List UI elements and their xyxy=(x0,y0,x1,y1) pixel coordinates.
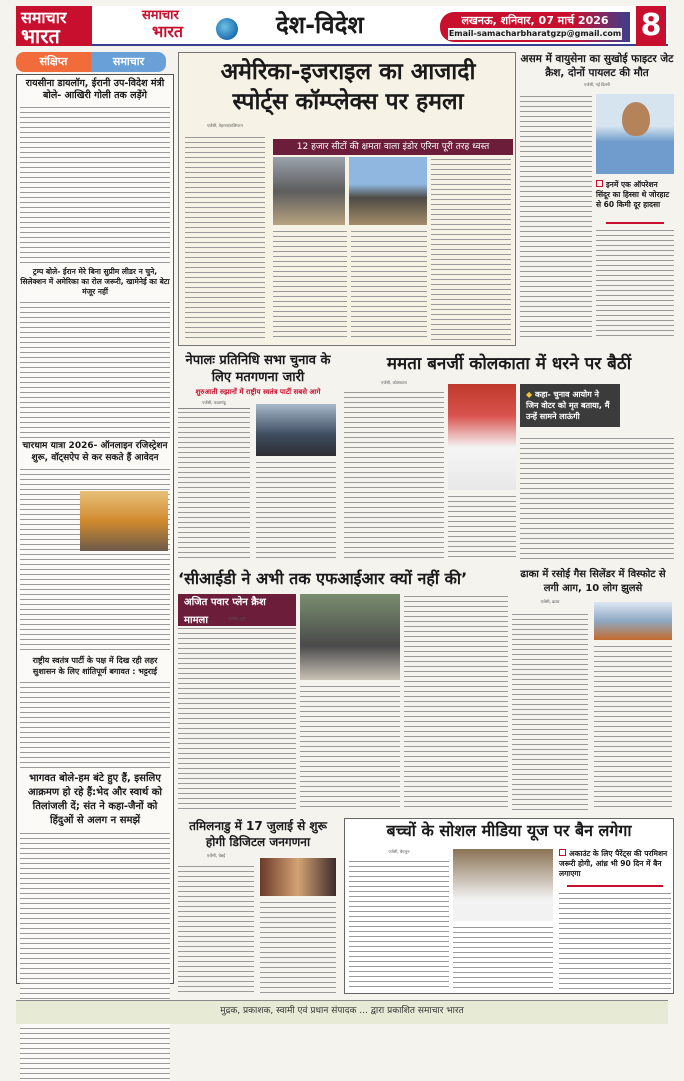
brief-body xyxy=(20,680,170,770)
mamata-quote-box: ◆ कहा- चुनाव आयोग ने जिन वोटर को मृत बताया, मैं उन्हें सामने लाऊंगी xyxy=(520,384,620,427)
brief-news-tab xyxy=(16,52,166,72)
tamilnadu-story[interactable] xyxy=(178,818,338,994)
email-link[interactable]: Email-samacharbharatgzp@gmail.com xyxy=(448,29,622,38)
mamata-story[interactable] xyxy=(344,352,674,562)
social-headline[interactable]: बच्चों के सोशल मीडिया यूज पर बैन लगेगा xyxy=(386,821,632,840)
tamilnadu-body xyxy=(178,864,254,994)
nepal-headline[interactable]: नेपालः प्रतिनिधि सभा चुनाव के लिए मतगणना जारी xyxy=(185,353,331,385)
smoke-photo xyxy=(273,157,345,225)
cid-headline[interactable]: ‘सीआईडी ने अभी तक एफआईआर क्यों नहीं की’ xyxy=(178,569,468,588)
imprint-text: मुद्रक, प्रकाशक, स्वामी एवं प्रधान संपादक ... द्वारा प्रकाशित समाचार भारत xyxy=(220,1006,464,1016)
assam-caption: इनमें एक ऑपरेशन सिंदूर का हिस्सा थे जोरहाट से 60 किमी दूर हादसा xyxy=(596,180,674,210)
brief-news-column xyxy=(16,74,174,984)
brief-body xyxy=(20,467,170,653)
brief-body xyxy=(20,831,170,1081)
tamilnadu-byline: एजेंसी, चेन्नई xyxy=(206,853,226,858)
dhaka-story[interactable] xyxy=(512,568,674,812)
social-body-col2 xyxy=(453,925,553,991)
assam-body-col2 xyxy=(596,228,674,338)
nepal-byline: एजेंसी, काठमांडू xyxy=(202,400,226,405)
masthead xyxy=(16,6,668,46)
brief-story[interactable] xyxy=(20,655,170,770)
brief-tab-right: समाचार xyxy=(91,52,166,72)
mamata-headline[interactable]: ममता बनर्जी कोलकाता में धरने पर बैठीं xyxy=(386,354,632,374)
nepal-body-col2 xyxy=(256,460,336,560)
social-byline: एजेंसी, बेंगलुरु xyxy=(388,849,410,854)
brief-story[interactable] xyxy=(20,440,170,653)
brief-story[interactable] xyxy=(20,78,170,265)
nepal-subhead: शुरुआती रुझानों में राष्ट्रीय स्वतंत्र पार्टी सबसे आगे xyxy=(195,388,321,396)
assam-body xyxy=(520,94,592,338)
census-photo xyxy=(260,858,336,896)
lead-subhead-banner: 12 हजार सीटों की क्षमता वाला इंडोर एरिना पूरी तरह ध्वस्त xyxy=(273,139,513,155)
mamata-body-col2 xyxy=(520,436,674,560)
brief-body xyxy=(20,105,170,265)
cid-story[interactable] xyxy=(178,568,508,812)
brief-headline[interactable]: चारधाम यात्रा 2026- ऑनलाइन रजिस्ट्रेशन शुरू, वॉट्सऐप से कर सकते हैं आवेदन xyxy=(22,441,168,463)
brief-headline[interactable]: राष्ट्रीय स्वतंत्र पार्टी के पक्ष में दिख रही लहर सुशासन के लिए शांतिपूर्ण बगावत : भट्टराई xyxy=(32,656,158,676)
cid-body-col3 xyxy=(404,594,508,810)
cid-body-col2 xyxy=(300,684,400,810)
lead-body-col3 xyxy=(351,229,427,341)
brief-tab-left: संक्षिप्त xyxy=(16,52,91,72)
footer-imprint xyxy=(16,1000,668,1024)
mamata-body xyxy=(344,390,444,560)
lead-headline-line1: अमेरिका-इजराइल का आजादी xyxy=(220,59,476,85)
secondary-logo-bottom: भारत xyxy=(152,22,184,41)
brief-body xyxy=(20,300,170,438)
social-body xyxy=(349,859,449,991)
cm-photo xyxy=(453,849,553,921)
secondary-logo xyxy=(128,8,244,44)
mamata-photo xyxy=(448,384,516,490)
caption-underline xyxy=(567,885,663,887)
nepal-story[interactable] xyxy=(178,352,338,562)
divider xyxy=(178,408,250,409)
mamata-byline: एजेंसी, कोलकाता xyxy=(381,380,407,385)
social-caption: अकाउंट के लिए पैरेंट्स की परमिशन जरूरी होगी, आंध्र भी 90 दिन में बैन लगाएगा xyxy=(559,849,671,879)
logo-text-bottom: भारत xyxy=(21,24,60,48)
nepal-body xyxy=(178,410,250,560)
assam-headline[interactable]: असम में वायुसेना का सुखोई फाइटर जेट क्रैश, दोनों पायलट की मौत xyxy=(520,53,674,79)
logo-text-top: समाचार xyxy=(21,8,67,27)
assam-story[interactable] xyxy=(520,52,674,342)
building-photo xyxy=(594,602,672,640)
lead-body-col1 xyxy=(185,135,265,341)
brief-headline[interactable]: रायसीना डायलॉग, ईरानी उप-विदेश मंत्री बोले- आखिरी गोली तक लड़ेंगे xyxy=(25,78,165,101)
tamilnadu-headline[interactable]: तमिलनाडु में 17 जुलाई से शुरू होगी डिजिटल जनगणना xyxy=(189,819,327,849)
lead-body-col4 xyxy=(431,157,511,341)
globe-icon xyxy=(216,18,238,40)
temple-photo xyxy=(80,491,168,551)
dhaka-body xyxy=(512,612,588,810)
mamata-body-col3 xyxy=(448,494,516,560)
lead-headline[interactable] xyxy=(179,57,517,117)
cid-byline: एजेंसी, पुणे xyxy=(228,616,246,621)
assam-byline: एजेंसी, नई दिल्ली xyxy=(584,82,610,87)
tamilnadu-body-col2 xyxy=(260,900,336,994)
brief-headline[interactable]: ट्रम्प बोले- ईरान मेरे बिना सुप्रीम लीडर न चुने, सिलेक्शन में अमेरिका का रोल जरूरी, खामेनेई का बेटा मंजूर नहीं xyxy=(20,267,170,296)
cid-body xyxy=(178,626,296,810)
voting-photo xyxy=(256,404,336,456)
dhaka-body-col2 xyxy=(594,644,672,810)
brand-logo[interactable] xyxy=(16,6,92,46)
dateline: लखनऊ, शनिवार, 07 मार्च 2026 xyxy=(461,14,609,27)
brief-headline[interactable]: भागवत बोले-हम बंटे हुए हैं, इसलिए आक्रमण हो रहे हैं:भेद और स्वार्थ को तिलांजली दें; संत ने कहा-जैनों को हिंदुओं से अलग न समझें xyxy=(28,773,162,826)
social-body-col3 xyxy=(559,891,671,991)
cid-tag: अजित पवार प्लेन क्रैश मामला xyxy=(178,594,296,630)
lead-story[interactable] xyxy=(178,52,516,346)
section-title: देश-विदेश xyxy=(276,11,364,39)
dateline-box xyxy=(440,12,630,42)
brief-story[interactable] xyxy=(20,772,170,1081)
lead-headline-line2: स्पोर्ट्स कॉम्प्लेक्स पर हमला xyxy=(232,89,464,115)
secondary-logo-top: समाचार xyxy=(142,8,179,23)
lead-byline: एजेंसी, तेहरान/वाशिंगटन xyxy=(207,123,243,128)
page-number: 8 xyxy=(636,6,666,46)
lead-body-col2 xyxy=(273,229,347,341)
pilot-photo xyxy=(596,94,674,174)
crowd-photo xyxy=(300,594,400,680)
brief-story[interactable] xyxy=(20,267,170,438)
dhaka-byline: एजेंसी, ढाका xyxy=(540,599,560,604)
dhaka-headline[interactable]: ढाका में रसोई गैस सिलेंडर में विस्फोट से लगी आग, 10 लोग झुलसे xyxy=(520,569,666,594)
stadium-photo xyxy=(349,157,427,225)
social-media-story[interactable] xyxy=(344,818,674,994)
caption-underline xyxy=(606,222,664,224)
